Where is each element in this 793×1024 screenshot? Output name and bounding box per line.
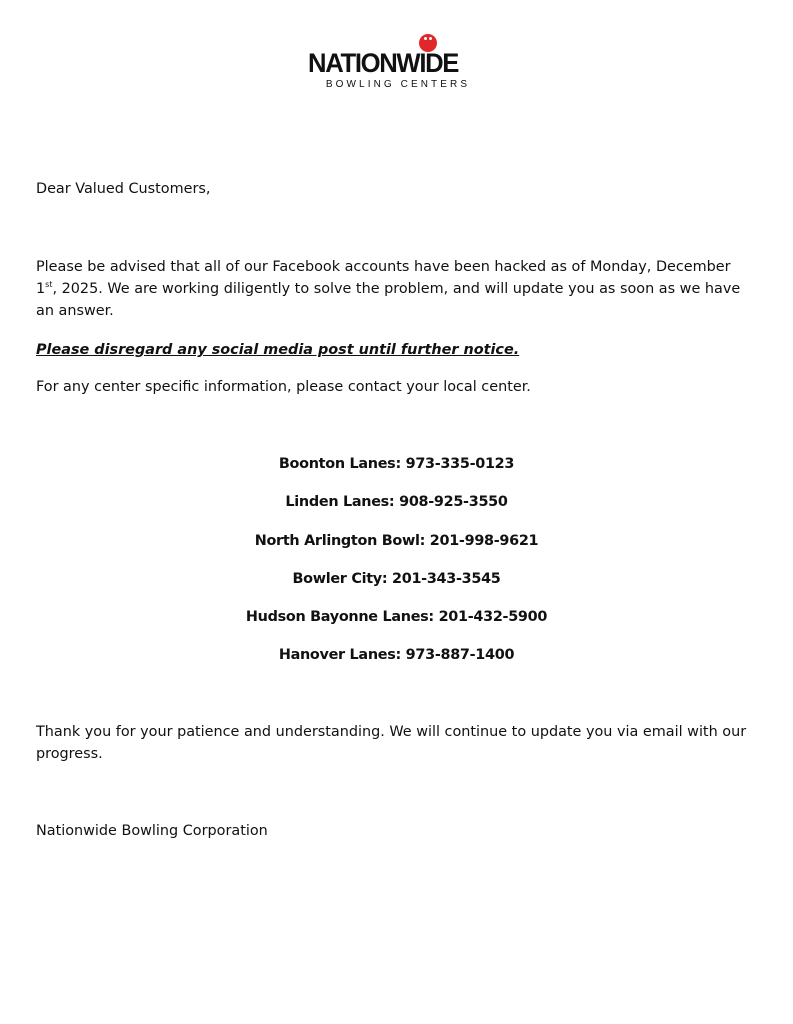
- para1-end: , 2025. We are working diligently to solve the problem, and will update you as soon as we have an answer.: [36, 281, 741, 319]
- hacked-notice-paragraph: [36, 256, 756, 322]
- signature: Nationwide Bowling Corporation: [36, 823, 268, 839]
- center-item: North Arlington Bowl: 201-998-9621: [254, 532, 539, 549]
- center-item: Hanover Lanes: 973-887-1400: [278, 647, 515, 664]
- company-logo: [300, 34, 494, 94]
- center-contact-list: [0, 453, 793, 683]
- thank-you-paragraph: Thank you for your patience and understanding. We will continue to update you via email with our progress.: [36, 724, 747, 762]
- disregard-notice: Please disregard any social media post until further notice.: [36, 342, 520, 358]
- ordinal-suffix: st: [45, 280, 53, 289]
- logo-wordmark: NATIONWIDE: [308, 48, 459, 78]
- center-item: Bowler City: 201-343-3545: [292, 570, 501, 587]
- contact-instructions: For any center specific information, please contact your local center.: [36, 379, 531, 395]
- para1-start: Please be advised that all of our Facebook accounts have been hacked as of Monday, December 1: [36, 259, 731, 297]
- logo-tagline: BOWLING CENTERS: [325, 79, 471, 90]
- center-item: Linden Lanes: 908-925-3550: [285, 494, 508, 511]
- greeting: Dear Valued Customers,: [36, 181, 211, 197]
- center-item: Hudson Bayonne Lanes: 201-432-5900: [245, 609, 548, 626]
- center-item: Boonton Lanes: 973-335-0123: [278, 456, 515, 472]
